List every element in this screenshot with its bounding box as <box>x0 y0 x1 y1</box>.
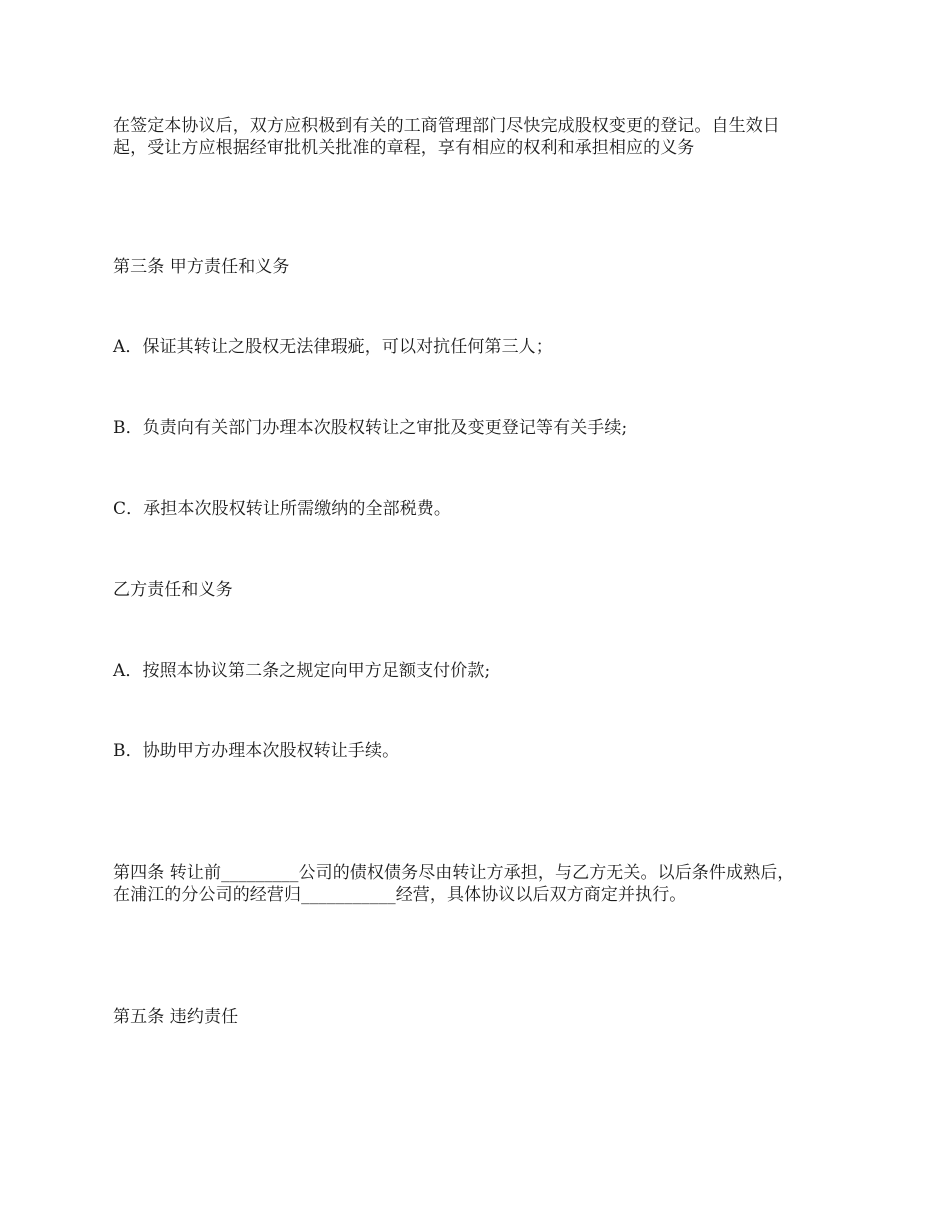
party-b-heading: 乙方责任和义务 <box>113 580 233 600</box>
party-b-item-b: B．协助甲方办理本次股权转让手续。 <box>113 741 400 761</box>
party-a-item-a: A．保证其转让之股权无法律瑕疵，可以对抗任何第三人； <box>113 337 553 357</box>
party-a-item-c: C．承担本次股权转让所需缴纳的全部税费。 <box>113 499 452 519</box>
registration-line-2: 起，受让方应根据经审批机关批准的章程，享有相应的权利和承担相应的义务 <box>113 138 695 158</box>
article-3-heading: 第三条 甲方责任和义务 <box>113 257 290 277</box>
registration-line-1: 在签定本协议后，双方应积极到有关的工商管理部门尽快完成股权变更的登记。自生效日 <box>113 116 780 136</box>
party-a-item-b: B．负责向有关部门办理本次股权转让之审批及变更登记等有关手续; <box>113 418 628 438</box>
article-4-line-2: 在浦江的分公司的经营归___________经营，具体协议以后双方商定并执行。 <box>113 885 687 905</box>
registration-paragraph <box>113 115 843 159</box>
article-5-heading: 第五条 违约责任 <box>113 1007 239 1027</box>
party-b-item-a: A．按照本协议第二条之规定向甲方足额支付价款; <box>113 661 491 681</box>
article-4-line-1: 第四条 转让前_________公司的债权债务尽由转让方承担，与乙方无关。以后条件成熟后， <box>113 863 795 883</box>
article-4-paragraph <box>113 862 843 906</box>
